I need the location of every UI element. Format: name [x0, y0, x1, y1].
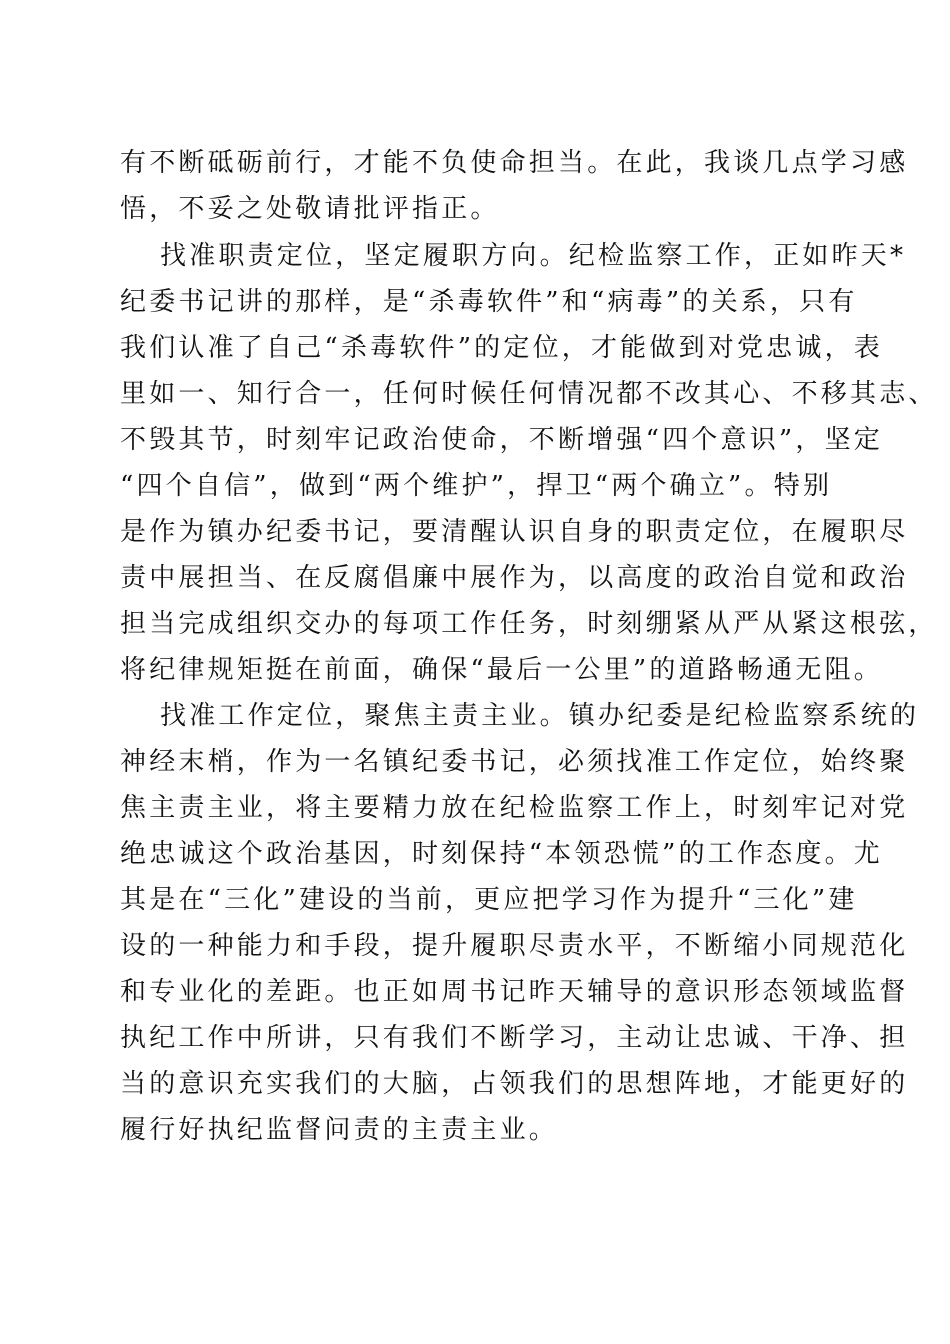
- text-line: 履行好执纪监督问责的主责主业。: [120, 1115, 559, 1145]
- text-line: 我们认准了自己“杀毒软件”的定位，才能做到对党忠诚，表: [120, 333, 883, 363]
- text-line: 将纪律规矩挺在前面，确保“最后一公里”的道路畅通无阻。: [120, 655, 883, 685]
- text-line: 纪委书记讲的那样，是“杀毒软件”和“病毒”的关系，只有: [120, 287, 858, 317]
- text-line: “四个自信”，做到“两个维护”，捍卫“两个确立”。特别: [120, 471, 833, 501]
- text-line: 是作为镇办纪委书记，要清醒认识自身的职责定位，在履职尽: [120, 517, 909, 547]
- document-page: [120, 0, 938, 1344]
- text-line: 当的意识充实我们的大脑，占领我们的思想阵地，才能更好的: [120, 1069, 909, 1099]
- text-line: 里如一、知行合一，任何时候任何情况都不改其心、不移其志、: [120, 379, 938, 409]
- text-line: 其是在“三化”建设的当前，更应把学习作为提升“三化”建: [120, 885, 858, 915]
- text-line: 神经末梢，作为一名镇纪委书记，必须找准工作定位，始终聚: [120, 747, 909, 777]
- text-line: 责中展担当、在反腐倡廉中展作为，以高度的政治自觉和政治: [120, 563, 909, 593]
- text-line: 有不断砥砺前行，才能不负使命担当。在此，我谈几点学习感: [120, 148, 909, 178]
- text-line: 悟，不妥之处敬请批评指正。: [120, 194, 500, 224]
- paragraph-first-line: 找准工作定位，聚焦主责主业。镇办纪委是纪检监察系统的: [160, 701, 920, 731]
- text-line: 执纪工作中所讲，只有我们不断学习，主动让忠诚、干净、担: [120, 1023, 909, 1053]
- text-line: 设的一种能力和手段，提升履职尽责水平，不断缩小同规范化: [120, 931, 909, 961]
- text-line: 焦主责主业，将主要精力放在纪检监察工作上，时刻牢记对党: [120, 793, 909, 823]
- paragraph-first-line: 找准职责定位，坚定履职方向。纪检监察工作，正如昨天*: [160, 241, 907, 271]
- text-line: 和专业化的差距。也正如周书记昨天辅导的意识形态领域监督: [120, 977, 909, 1007]
- text-line: 不毁其节，时刻牢记政治使命，不断增强“四个意识”，坚定: [120, 425, 883, 455]
- text-line: 担当完成组织交办的每项工作任务，时刻绷紧从严从紧这根弦，: [120, 609, 938, 639]
- text-line: 绝忠诚这个政治基因，时刻保持“本领恐慌”的工作态度。尤: [120, 839, 883, 869]
